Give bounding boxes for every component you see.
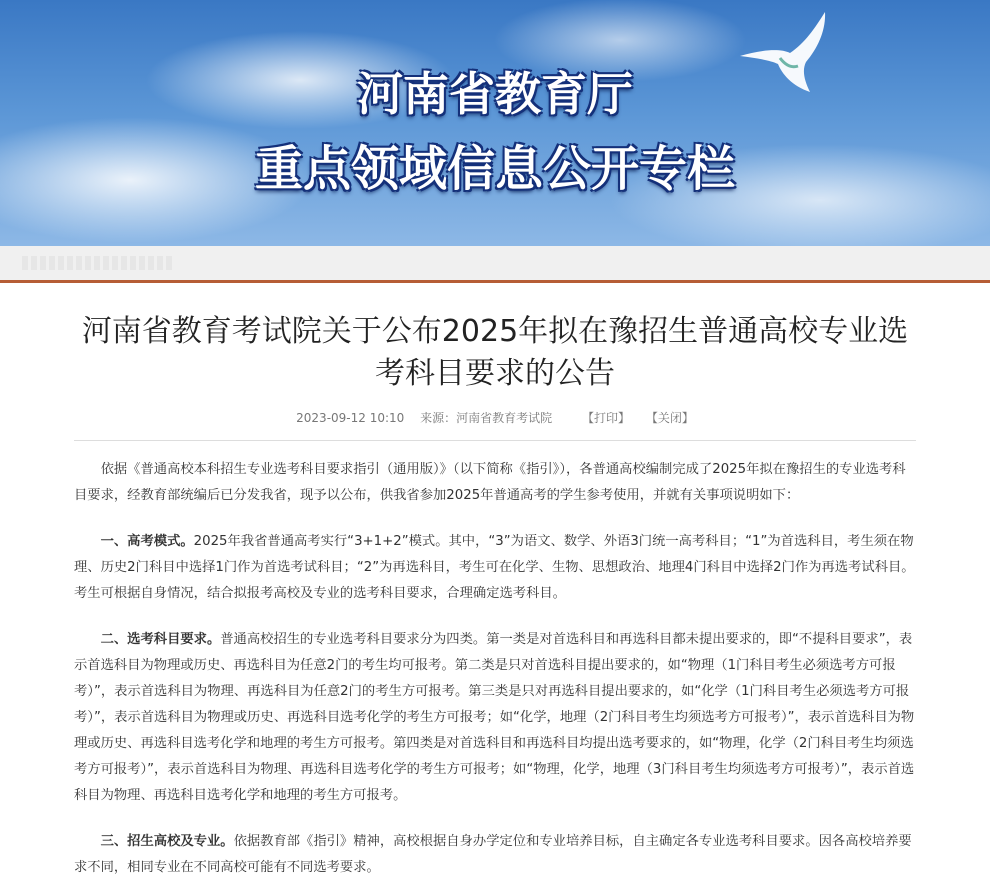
paragraph	[74, 829, 916, 881]
publish-date: 2023-09-12 10:10	[296, 411, 405, 425]
paragraph-text: 依据教育部《指引》精神，高校根据自身办学定位和专业培养目标，自主确定各专业选考科目要求。因各高校培养要求不同，相同专业在不同高校可能有不同选考要求。	[74, 834, 912, 875]
header-banner	[0, 0, 990, 246]
breadcrumb-bar	[0, 246, 990, 283]
breadcrumb[interactable]	[22, 256, 172, 270]
paragraph	[74, 457, 916, 509]
article-source: 来源：河南省教育考试院	[420, 411, 553, 425]
paragraph-text: 普通高校招生的专业选考科目要求分为四类。第一类是对首选科目和再选科目都未提出要求的，即“不提科目要求”，表示首选科目为物理或历史、再选科目为任意2门的考生均可报考。第二类是只对首选科目提出要求的，如“物理（1门科目考生必须选考方可报考）”，表示首选科目为物理、再选科目为任意2门的考生方可报考。第三类是只对再选科目提出要求的，如“化学（1门科目考生必须选考方可报考）”，表示首选科目为物理或历史、再选科目选考化学的考生方可报考；如“化学，地理（2门科目考生均须选考方可报考）”，表示首选科目为物理或历史、再选科目选考化学和地理的考生方可报考。第四类是对首选科目和再选科目均提出选考要求的，如“物理，化学（2门科目考生均须选考方可报考）”，表示首选科目为物理、再选科目选考化学的考生方可报考；如“物理，化学，地理（3门科目考生均须选考方可报考）”，表示首选科目为物理、再选科目选考化学和地理的考生方可报考。	[74, 632, 915, 803]
article	[74, 283, 916, 881]
paragraph-lead: 二、选考科目要求。	[100, 632, 221, 647]
paragraph-text: 2025年我省普通高考实行“3+1+2”模式。其中，“3”为语文、数学、外语3门统一高考科目；“1”为首选科目，考生须在物理、历史2门科目中选择1门作为首选考试科目；“2”为再选科目，考生可在化学、生物、思想政治、地理4门科目中选择2门作为再选考试科目。考生可根据自身情况，结合拟报考高校及专业的选考科目要求，合理确定选考科目。	[74, 534, 915, 601]
paragraph	[74, 627, 916, 809]
paragraph-lead: 三、招生高校及专业。	[100, 834, 234, 849]
print-link[interactable]: 【打印】	[581, 411, 630, 425]
paragraph	[74, 529, 916, 607]
article-meta	[74, 409, 916, 441]
article-title: 河南省教育考试院关于公布2025年拟在豫招生普通高校专业选考科目要求的公告	[81, 314, 909, 391]
article-body	[74, 441, 916, 881]
banner-title-line1: 河南省教育厅	[357, 67, 633, 121]
paragraph-lead: 一、高考模式。	[100, 534, 194, 549]
banner-title-line2: 重点领域信息公开专栏	[254, 141, 735, 197]
paragraph-text: 依据《普通高校本科招生专业选考科目要求指引（通用版）》（以下简称《指引》），各普通高校编制完成了2025年拟在豫招生的专业选考科目要求，经教育部统编后已分发我省，现予以公布，供我省参加2025年普通高考的学生参考使用，并就有关事项说明如下：	[74, 462, 906, 503]
close-link[interactable]: 【关闭】	[645, 411, 694, 425]
